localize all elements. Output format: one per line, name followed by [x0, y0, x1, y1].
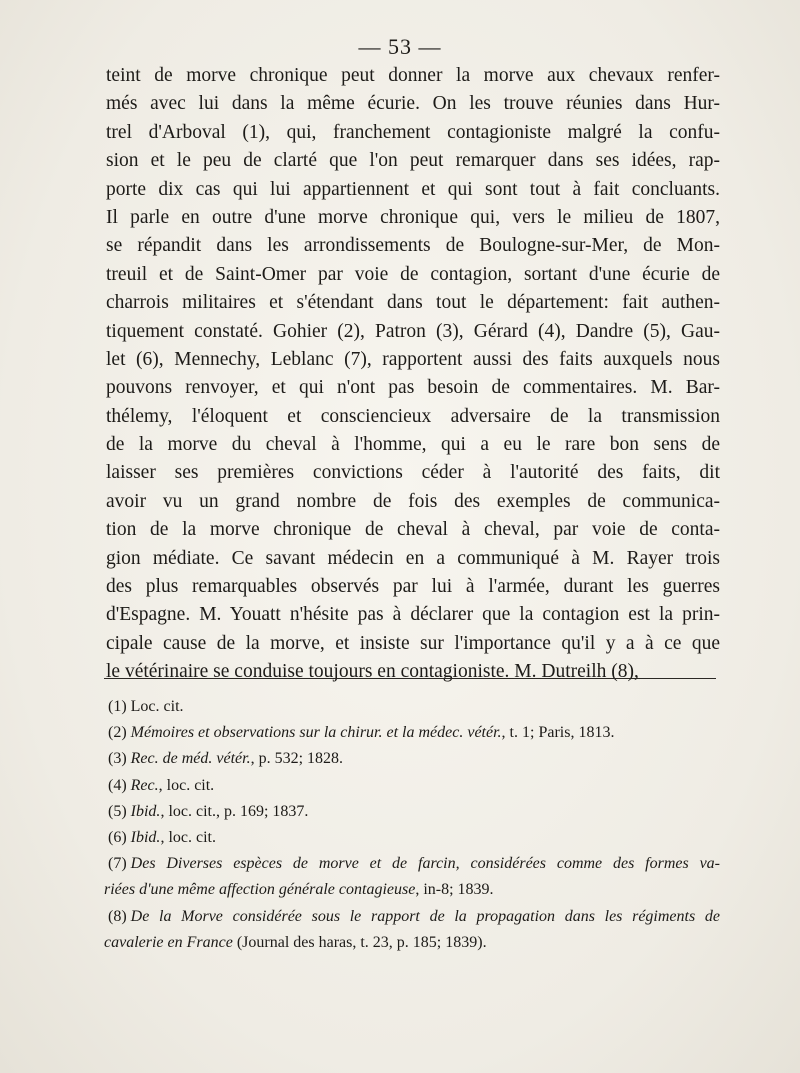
footnote-text: Loc. cit.	[130, 698, 184, 715]
footnotes	[104, 694, 720, 956]
text-line: des plus remarquables observés par lui à l'armée, durant les guerres	[106, 576, 720, 598]
footnote-3	[108, 746, 720, 772]
footnote-number: (8)	[108, 907, 127, 925]
footnote-text: , p. 532; 1828.	[250, 750, 344, 768]
text-line: sion et le peu de clarté que l'on peut remarquer dans ses idées, rap-	[106, 150, 720, 172]
footnote-title: De la Morve considérée sous le rapport de la propagation dans les régiments de	[130, 907, 720, 925]
footnote-text: , loc. cit.	[160, 828, 216, 846]
text-line: se répandit dans les arrondissements de Boulogne-sur-Mer, de Mon-	[106, 235, 720, 257]
footnote-text: (Journal des haras, t. 23, p. 185; 1839).	[232, 933, 487, 951]
text-line: d'Espagne. M. Youatt n'hésite pas à déclarer que la contagion est la prin-	[106, 604, 720, 626]
footnote-title: riées d'une même affection générale contagieuse	[104, 881, 416, 899]
text-line: teint de morve chronique peut donner la morve aux chevaux renfer-	[106, 65, 720, 86]
footnote-number: (6)	[108, 828, 127, 846]
footnote-title: Des Diverses espèces de morve et de farcin, considérées comme des formes va-	[130, 855, 720, 873]
footnote-title: Ibid.	[130, 802, 161, 820]
text-line: thélemy, l'éloquent et consciencieux adversaire de la transmission	[106, 405, 720, 427]
text-line: pouvons renvoyer, et qui n'ont pas besoin de commentaires. M. Bar-	[106, 377, 720, 399]
footnote-title: Mémoires et observations sur la chirur. et la médec. vétér.	[130, 724, 502, 742]
footnote-1	[108, 694, 720, 720]
text-line: trel d'Arboval (1), qui, franchement contagioniste malgré la confu-	[106, 121, 720, 143]
text-line: Il parle en outre d'une morve chronique qui, vers le milieu de 1807,	[106, 206, 720, 228]
footnote-number: (4)	[108, 776, 127, 794]
footnote-4	[108, 773, 720, 799]
footnote-text: , loc. cit., p. 169; 1837.	[160, 802, 309, 820]
footnote-7	[108, 851, 720, 877]
text-line: treuil et de Saint-Omer par voie de contagion, sortant d'une écurie de	[106, 263, 720, 285]
text-line: le vétérinaire se conduise toujours en contagioniste. M. Dutreilh (8),	[106, 661, 639, 683]
footnote-title: Ibid.	[130, 828, 161, 846]
body-text	[106, 62, 720, 687]
footnote-2	[108, 720, 720, 746]
text-line: let (6), Mennechy, Leblanc (7), rapportent aussi des faits auxquels nous	[106, 348, 720, 370]
footnote-number: (3)	[108, 750, 127, 768]
footnote-5	[108, 799, 720, 825]
footnote-text: , in-8; 1839.	[415, 881, 494, 899]
text-line: laisser ses premières convictions céder à l'autorité des faits, dit	[106, 462, 720, 484]
footnote-7-continued	[104, 877, 720, 903]
text-line: tion de la morve chronique de cheval à cheval, par voie de conta-	[106, 519, 720, 541]
footnote-number: (1)	[108, 698, 127, 715]
footnote-text: , loc. cit.	[158, 776, 215, 794]
text-line: de la morve du cheval à l'homme, qui a eu le rare bon sens de	[106, 434, 720, 456]
text-line: charrois militaires et s'étendant dans tout le département: fait authen-	[106, 292, 720, 314]
footnote-title: Rec. de méd. vétér.	[130, 750, 251, 768]
text-line: més avec lui dans la même écurie. On les trouve réunies dans Hur-	[106, 93, 720, 115]
footnote-number: (2)	[108, 724, 127, 742]
page-number: — 53 —	[358, 34, 442, 59]
footnote-8	[108, 904, 720, 930]
footnote-number: (7)	[108, 855, 127, 873]
footnote-6	[108, 825, 720, 851]
text-line: gion médiate. Ce savant médecin en a communiqué à M. Rayer trois	[106, 547, 720, 569]
footnote-text: , t. 1; Paris, 1813.	[501, 724, 615, 742]
text-line: porte dix cas qui lui appartiennent et qui sont tout à fait concluants.	[106, 178, 720, 200]
footnote-divider	[104, 678, 716, 679]
footnote-number: (5)	[108, 802, 127, 820]
text-line: tiquement constaté. Gohier (2), Patron (3), Gérard (4), Dandre (5), Gau-	[106, 320, 720, 342]
footnote-title: cavalerie en France	[104, 933, 233, 951]
text-line: cipale cause de la morve, et insiste sur l'importance qu'il y a à ce que	[106, 632, 720, 654]
footnote-title: Rec.	[130, 776, 159, 794]
text-line: avoir vu un grand nombre de fois des exemples de communica-	[106, 490, 720, 512]
footnote-8-continued	[104, 930, 720, 956]
